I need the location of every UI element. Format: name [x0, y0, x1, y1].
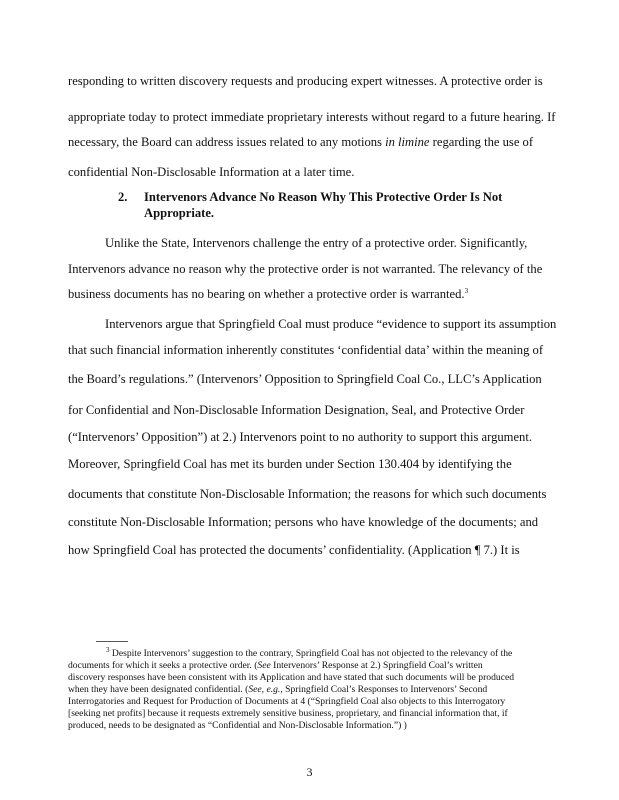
citation-signal: See — [257, 660, 271, 671]
body-text-line: (“Intervenors’ Opposition”) at 2.) Intervenors point to no authority to support this argument. — [68, 430, 533, 444]
footnote-line: Interrogatories and Request for Production of Documents at 4 (“Springfield Coal also objects to this Interrogatory — [68, 696, 506, 707]
footnote-line: produced, needs to be designated as “Confidential and Non-Disclosable Information.”) ) — [68, 720, 407, 731]
text-segment: , Springfield Coal’s Responses to Intervenors’ Second — [280, 684, 488, 695]
body-text-line — [68, 134, 533, 150]
body-text-line: constitute Non-Disclosable Information; persons who have knowledge of the documents; and — [68, 515, 539, 529]
body-text-line: Intervenors argue that Springfield Coal must produce “evidence to support its assumption — [105, 317, 557, 331]
section-heading-line: Intervenors Advance No Reason Why This Protective Order Is Not — [144, 190, 503, 204]
section-heading-line: Appropriate. — [144, 206, 215, 220]
text-segment: Intervenors’ Response at 2.) Springfield Coal’s written — [270, 660, 483, 671]
body-text-line: Moreover, Springfield Coal has met its burden under Section 130.404 by identifying the — [68, 457, 512, 471]
footnote-line: discovery responses have been consistent with its Application and have stated that such documents will be produced — [68, 672, 515, 683]
body-text-line: confidential Non-Disclosable Information at a later time. — [68, 165, 355, 179]
body-text-line: how Springfield Coal has protected the documents’ confidentiality. (Application ¶ 7.) It is — [68, 543, 520, 557]
body-text-line: for Confidential and Non-Disclosable Information Designation, Seal, and Protective Order — [68, 403, 525, 417]
text-segment: when they have been designated confidential. ( — [68, 684, 249, 695]
footnote-line — [68, 684, 487, 696]
footnote-line: [seeking net profits] because it requests extremely sensitive business, proprietary, and financial information that, if — [68, 708, 508, 719]
citation-signal: See, e.g. — [248, 684, 281, 695]
footnote-line — [68, 660, 483, 672]
page-number: 3 — [306, 765, 313, 779]
footnote-marker: 3 — [106, 645, 110, 654]
body-text-line: Unlike the State, Intervenors challenge the entry of a protective order. Significantly, — [105, 236, 528, 250]
body-text-line: responding to written discovery requests and producing expert witnesses. A protective order is — [68, 74, 543, 88]
body-text-line: appropriate today to protect immediate proprietary interests without regard to a future hearing. If — [68, 110, 556, 124]
section-number: 2. — [118, 190, 128, 204]
body-text-line: that such financial information inherently constitutes ‘confidential data’ within the meaning of — [68, 343, 544, 357]
text-segment: business documents has no bearing on whether a protective order is warranted. — [68, 287, 465, 301]
text-segment: Despite Intervenors’ suggestion to the contrary, Springfield Coal has not objected to the relevancy of the — [109, 648, 513, 659]
text-segment: necessary, the Board can address issues related to any motions — [68, 135, 386, 149]
body-text-line: documents that constitute Non-Disclosable Information; the reasons for which such documents — [68, 487, 547, 501]
latin-term: in limine — [385, 135, 430, 149]
footnote-reference[interactable]: 3 — [464, 286, 469, 295]
body-text-line — [68, 286, 468, 302]
body-text-line: Intervenors advance no reason why the protective order is not warranted. The relevancy of the — [68, 262, 543, 276]
text-segment: documents for which it seeks a protective order. ( — [68, 660, 258, 671]
body-text-line: the Board’s regulations.” (Intervenors’ Opposition to Springfield Coal Co., LLC’s Application — [68, 372, 542, 386]
section-heading — [118, 189, 502, 205]
footnote-line — [106, 645, 513, 660]
text-segment: regarding the use of — [429, 135, 534, 149]
footnote-separator — [96, 641, 128, 642]
